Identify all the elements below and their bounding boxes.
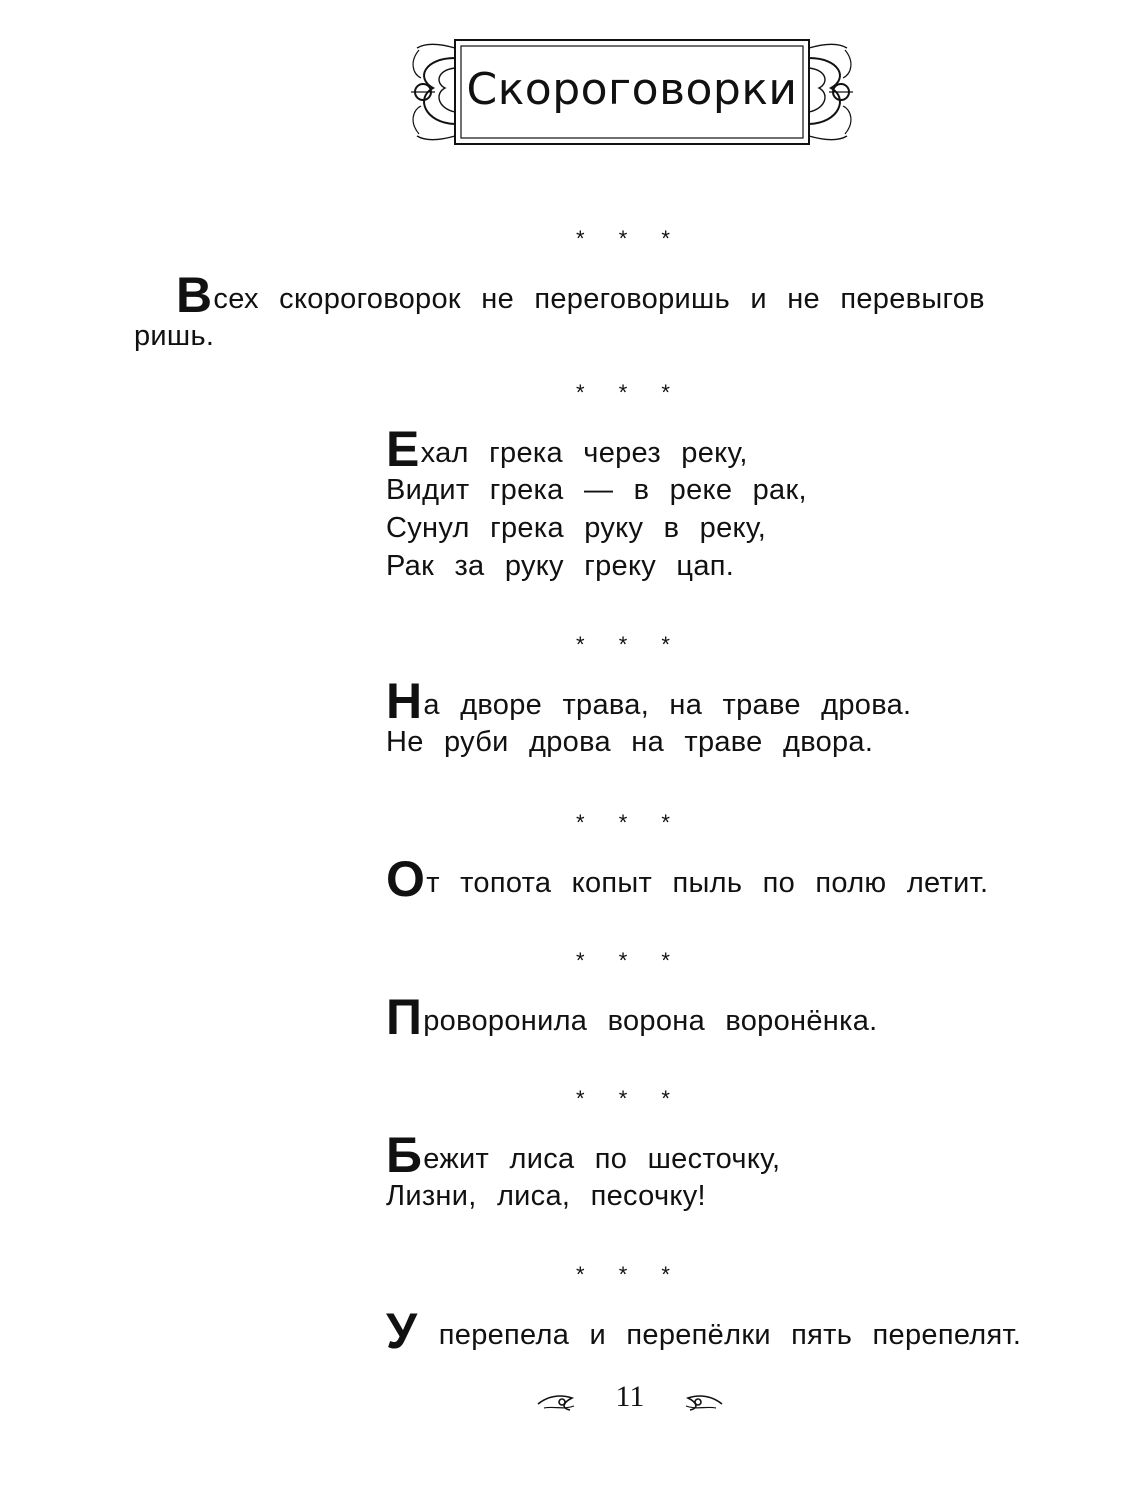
page-footer	[530, 1380, 730, 1422]
twister-3-line-2: Не руби дрова на траве двора.	[386, 726, 874, 758]
drop-cap: Е	[386, 421, 420, 477]
drop-cap: Н	[386, 673, 423, 729]
page-number: 11	[615, 1380, 645, 1413]
twister-2-line-2: Видит грека — в реке рак,	[386, 474, 807, 506]
twister-1-line-1: Всех скороговорок не переговоришь и не перевыгов	[176, 267, 985, 323]
twister-1-line-2: ришь.	[134, 320, 215, 352]
twister-2-line-1: Ехал грека через реку,	[386, 421, 748, 477]
twister-5-line-1: Проворонила ворона воронёнка.	[386, 989, 878, 1045]
drop-cap: О	[386, 851, 426, 907]
separator-stars: * * *	[576, 948, 684, 973]
separator-stars: * * *	[576, 632, 684, 657]
twister-6-line-1: Бежит лиса по шесточку,	[386, 1127, 781, 1183]
twister-6-line-2: Лизни, лиса, песочку!	[386, 1180, 706, 1212]
twister-2-line-4: Рак за руку греку цап.	[386, 550, 735, 582]
twister-3-line-1: На дворе трава, на траве дрова.	[386, 673, 912, 729]
twister-2-line-3: Сунул грека руку в реку,	[386, 512, 767, 544]
drop-cap: П	[386, 989, 423, 1045]
separator-stars: * * *	[576, 1086, 684, 1111]
separator-stars: * * *	[576, 1262, 684, 1287]
separator-stars: * * *	[576, 226, 684, 251]
drop-cap: У	[386, 1303, 418, 1359]
separator-stars: * * *	[576, 380, 684, 405]
drop-cap: В	[176, 267, 213, 323]
separator-stars: * * *	[576, 810, 684, 835]
title-frame	[405, 28, 859, 156]
twister-7-line-1: У перепела и перепёлки пять перепелят.	[386, 1303, 1022, 1359]
page-title: Скороговорки	[466, 64, 798, 115]
drop-cap: Б	[386, 1127, 423, 1183]
twister-4-line-1: От топота копыт пыль по полю летит.	[386, 851, 989, 907]
